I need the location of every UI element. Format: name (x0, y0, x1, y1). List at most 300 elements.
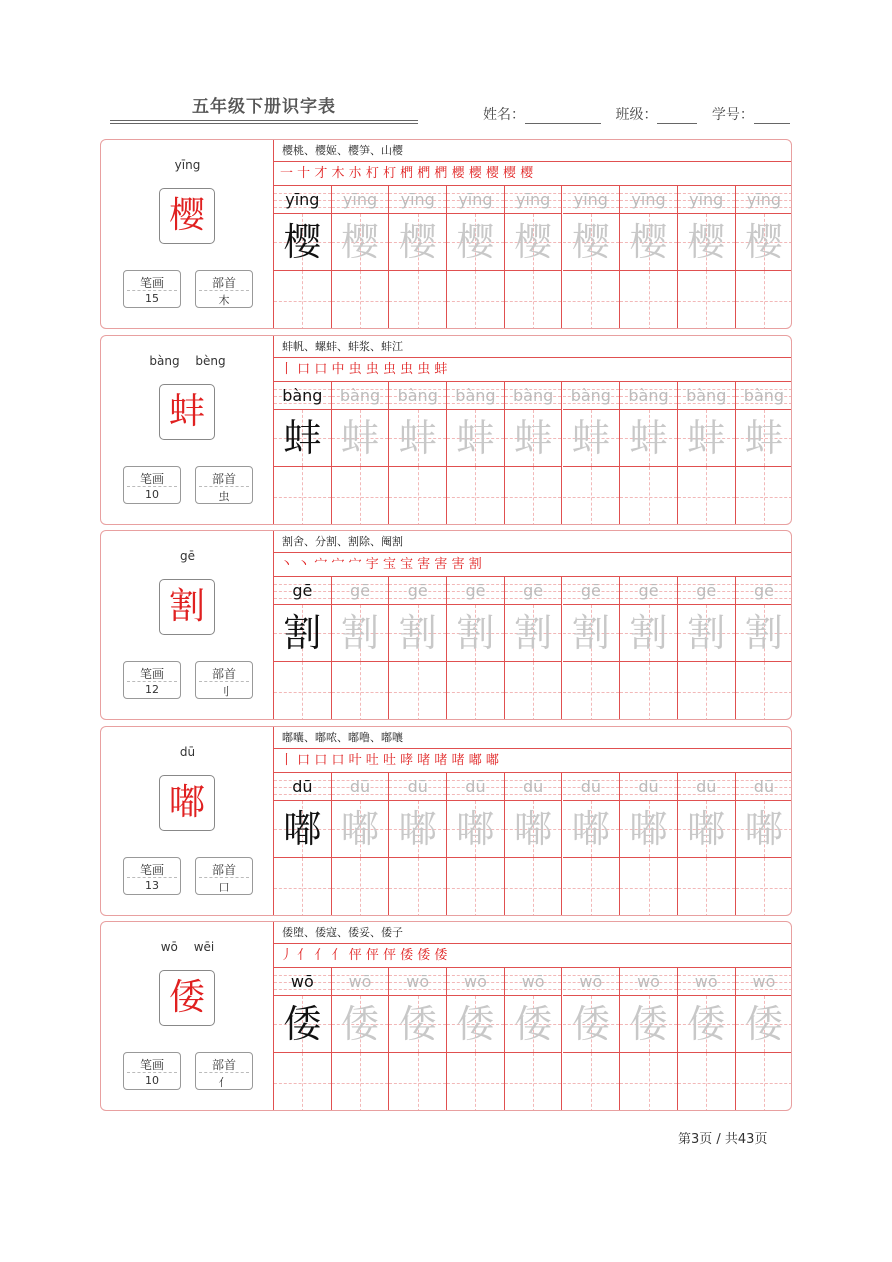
stroke-count-label: 笔画 (139, 276, 164, 290)
stroke-count-box (123, 857, 181, 895)
char-cell[interactable] (505, 996, 563, 1053)
practice-cell[interactable] (447, 662, 505, 720)
practice-cell[interactable] (447, 858, 505, 916)
practice-cell[interactable] (620, 858, 678, 916)
pinyin-trace: yīng (689, 190, 724, 209)
char-trace: 樱 (571, 220, 610, 264)
radical-box (195, 466, 253, 504)
pinyin-trace: gē (465, 581, 486, 600)
practice-cell[interactable] (563, 858, 621, 916)
example-words: 割舍、分割、割除、阉割 (274, 531, 792, 553)
char-cell[interactable] (620, 996, 678, 1053)
pinyin-cell (620, 577, 678, 605)
pinyin-cell (447, 577, 505, 605)
char-cell[interactable] (505, 605, 563, 662)
radical-value: 口 (218, 881, 230, 894)
stroke-step: 蚌 (434, 362, 448, 377)
practice-cell[interactable] (620, 1053, 678, 1111)
char-cell[interactable] (389, 214, 447, 271)
practice-cell[interactable] (736, 858, 792, 916)
char-cell[interactable] (389, 996, 447, 1053)
stroke-count-box (123, 466, 181, 504)
radical-box (195, 270, 253, 308)
pinyin-trace: yīng (746, 190, 782, 209)
practice-cell[interactable] (389, 1053, 447, 1111)
char-trace: 割 (687, 611, 726, 655)
char-trace: 割 (398, 611, 437, 655)
pinyin-trace: gē (523, 581, 544, 600)
pinyin-trace: yīng (458, 190, 493, 209)
char-trace: 倭 (514, 1002, 553, 1046)
stroke-step: 樱 (503, 166, 517, 181)
stroke-count-value: 13 (145, 879, 159, 892)
char-trace: 蚌 (341, 416, 380, 460)
student-fields (483, 104, 790, 124)
practice-cell[interactable] (332, 1053, 390, 1111)
stroke-step: 哮 (400, 753, 414, 768)
pinyin-trace: wō (406, 972, 430, 991)
pinyin-trace: yīng (342, 190, 378, 209)
radical-value: 虫 (218, 490, 230, 503)
char-cell[interactable] (620, 410, 678, 467)
stroke-step: 倭 (400, 948, 414, 963)
stroke-step: 虫 (417, 362, 431, 377)
pinyin-cell (736, 773, 792, 801)
pinyin-cell (389, 382, 447, 410)
practice-cell[interactable] (678, 467, 736, 525)
char-cell[interactable] (332, 214, 390, 271)
pinyin-trace: dū (407, 777, 428, 796)
id-blank[interactable] (754, 109, 790, 124)
example-words: 倭堕、倭寇、倭妥、倭子 (274, 922, 792, 944)
char-trace: 樱 (398, 220, 437, 264)
stroke-step: 口 (314, 753, 328, 768)
char-trace: 樱 (514, 220, 553, 264)
pinyin-cell (332, 773, 390, 801)
char-trace: 割 (514, 611, 553, 655)
practice-cell[interactable] (505, 271, 563, 329)
stroke-count-box (123, 661, 181, 699)
pinyin-trace: bàng (686, 386, 727, 405)
stroke-step: 啫 (417, 753, 431, 768)
stroke-step: 十 (297, 166, 311, 181)
pinyin-reading: gē (180, 549, 195, 563)
stroke-step: 伻 (382, 948, 396, 963)
stroke-step: 中 (331, 362, 345, 377)
radical-label: 部首 (211, 472, 236, 486)
practice-cell[interactable] (620, 271, 678, 329)
char-trace: 蚌 (398, 416, 437, 460)
practice-cell[interactable] (389, 858, 447, 916)
practice-cell[interactable] (678, 662, 736, 720)
char-trace: 樱 (629, 220, 668, 264)
char-cell[interactable] (274, 214, 332, 271)
pinyin-cell (736, 382, 792, 410)
stroke-count-box (123, 1052, 181, 1090)
char-cell[interactable] (678, 801, 736, 858)
class-label: 班级： (615, 107, 658, 123)
practice-cell[interactable] (332, 662, 390, 720)
char-cell[interactable] (563, 801, 621, 858)
stroke-step: 害 (417, 557, 431, 572)
stroke-step: 嘟 (468, 753, 482, 768)
practice-cell[interactable] (736, 662, 792, 720)
char-cell[interactable] (736, 214, 792, 271)
stroke-step: 虫 (382, 362, 396, 377)
pinyin-trace: dū (465, 777, 486, 796)
stroke-step: 朾 (382, 166, 396, 181)
stroke-step: 伻 (365, 948, 379, 963)
practice-cell[interactable] (505, 662, 563, 720)
stroke-step: 吐 (365, 753, 379, 768)
char-cell[interactable] (274, 801, 332, 858)
stroke-step: 口 (331, 753, 345, 768)
pinyin-cell (563, 968, 621, 996)
stroke-step: 割 (468, 557, 482, 572)
char-cell[interactable] (447, 605, 505, 662)
practice-cell[interactable] (736, 1053, 792, 1111)
pinyin-trace: dū (753, 777, 775, 796)
practice-cell[interactable] (332, 271, 390, 329)
stroke-step: 櫻 (451, 166, 465, 181)
char-cell[interactable] (447, 410, 505, 467)
example-words: 樱桃、樱姬、樱笋、山樱 (274, 140, 792, 162)
char-cell[interactable] (332, 801, 390, 858)
radical-value: 刂 (218, 685, 230, 698)
pinyin-trace: wō (290, 972, 314, 991)
pinyin-trace: bàng (397, 386, 438, 405)
name-blank[interactable] (525, 109, 601, 124)
target-character: 倭 (159, 970, 215, 1026)
char-cell[interactable] (447, 996, 505, 1053)
char-cell[interactable] (563, 605, 621, 662)
pinyin-cell (274, 577, 332, 605)
char-trace: 蚌 (514, 416, 553, 460)
stroke-step: 口 (314, 362, 328, 377)
stroke-step: 虫 (365, 362, 379, 377)
practice-cell[interactable] (678, 1053, 736, 1111)
target-character: 割 (159, 579, 215, 635)
char-trace: 嘟 (398, 807, 437, 851)
pinyin-reading: yīng (174, 158, 201, 172)
stroke-step: 亻 (314, 948, 328, 963)
pinyin-trace: wō (694, 972, 718, 991)
stroke-count-value: 10 (145, 488, 159, 501)
char-cell[interactable] (736, 410, 792, 467)
stroke-step: 啫 (451, 753, 465, 768)
pinyin-reading: wō wēi (160, 940, 215, 954)
practice-cell[interactable] (274, 662, 332, 720)
pinyin-trace: gē (407, 581, 428, 600)
char-trace: 嘟 (571, 807, 610, 851)
char-trace: 樱 (341, 220, 380, 264)
class-blank[interactable] (657, 109, 697, 124)
stroke-step: 丶 (297, 557, 311, 572)
pinyin-trace: dū (638, 777, 659, 796)
char-cell[interactable] (563, 410, 621, 467)
radical-value: 木 (218, 294, 230, 307)
practice-cell[interactable] (274, 467, 332, 525)
char-trace: 倭 (398, 1002, 437, 1046)
char-trace: 蚌 (283, 416, 322, 460)
char-trace: 嘟 (341, 807, 380, 851)
stroke-step: 宝 (400, 557, 414, 572)
practice-cell[interactable] (505, 467, 563, 525)
pinyin-trace: wō (752, 972, 776, 991)
pinyin-trace: gē (696, 581, 717, 600)
char-cell[interactable] (447, 801, 505, 858)
char-cell[interactable] (274, 996, 332, 1053)
pinyin-trace: bàng (570, 386, 611, 405)
char-trace: 蚌 (744, 416, 783, 460)
char-trace: 蚌 (629, 416, 668, 460)
char-cell[interactable] (678, 996, 736, 1053)
pinyin-trace: bàng (743, 386, 785, 405)
stroke-step: 丨 (280, 753, 294, 768)
practice-cell[interactable] (736, 467, 792, 525)
practice-cell[interactable] (505, 1053, 563, 1111)
practice-cell[interactable] (389, 467, 447, 525)
char-trace: 蚌 (687, 416, 726, 460)
stroke-count-value: 12 (145, 683, 159, 696)
pinyin-cell (332, 382, 390, 410)
stroke-step: 椚 (400, 166, 414, 181)
pinyin-cell (332, 186, 390, 214)
pinyin-reading: dū (179, 745, 196, 759)
char-trace: 倭 (283, 1002, 322, 1046)
char-trace: 倭 (629, 1002, 668, 1046)
target-character: 嘟 (159, 775, 215, 831)
stroke-step: 丨 (280, 362, 294, 377)
practice-cell[interactable] (274, 271, 332, 329)
char-trace: 嘟 (744, 807, 783, 851)
character-info (101, 531, 274, 720)
char-cell[interactable] (736, 801, 792, 858)
stroke-step: 虫 (400, 362, 414, 377)
character-info (101, 336, 274, 525)
char-cell[interactable] (505, 214, 563, 271)
pinyin-trace: dū (580, 777, 601, 796)
practice-cell[interactable] (274, 1053, 332, 1111)
pinyin-cell (678, 577, 736, 605)
practice-cell[interactable] (620, 467, 678, 525)
practice-cell[interactable] (563, 1053, 621, 1111)
practice-cell[interactable] (447, 1053, 505, 1111)
pinyin-cell (447, 382, 505, 410)
stroke-order (274, 944, 792, 968)
id-label: 学号： (711, 107, 754, 123)
pinyin-trace: bàng (282, 386, 323, 405)
pinyin-trace: bàng (513, 386, 554, 405)
stroke-step: 口 (297, 753, 311, 768)
char-cell[interactable] (274, 605, 332, 662)
char-cell[interactable] (332, 410, 390, 467)
practice-cell[interactable] (620, 662, 678, 720)
practice-cell[interactable] (447, 467, 505, 525)
page-footer: 第3页 / 共43页 (678, 1132, 768, 1147)
pinyin-cell (505, 968, 563, 996)
radical-label: 部首 (211, 276, 236, 290)
stroke-step: 宇 (365, 557, 379, 572)
pinyin-cell (332, 577, 390, 605)
pinyin-cell (620, 968, 678, 996)
stroke-step: 朾 (365, 166, 379, 181)
pinyin-cell (736, 186, 792, 214)
char-cell[interactable] (274, 410, 332, 467)
char-trace: 割 (283, 611, 322, 655)
stroke-count-value: 15 (145, 292, 159, 305)
stroke-step: 一 (280, 166, 294, 181)
pinyin-cell (389, 968, 447, 996)
practice-cell[interactable] (678, 858, 736, 916)
stroke-step: 口 (297, 362, 311, 377)
char-trace: 倭 (687, 1002, 726, 1046)
char-trace: 嘟 (283, 807, 322, 851)
pinyin-cell (505, 382, 563, 410)
char-trace: 嘟 (514, 807, 553, 851)
stroke-step: 宀 (331, 557, 345, 572)
stroke-step: 丿 (280, 948, 294, 963)
pinyin-trace: yīng (516, 190, 551, 209)
stroke-step: 啫 (434, 753, 448, 768)
stroke-step: 倭 (417, 948, 431, 963)
name-label: 姓名： (483, 107, 525, 123)
pinyin-trace: yīng (631, 190, 666, 209)
char-cell[interactable] (678, 214, 736, 271)
char-cell[interactable] (505, 410, 563, 467)
practice-cell[interactable] (389, 271, 447, 329)
stroke-step: 害 (434, 557, 448, 572)
pinyin-cell (274, 382, 332, 410)
char-trace: 樱 (744, 220, 783, 264)
character-info (101, 727, 274, 916)
pinyin-cell (274, 186, 332, 214)
radical-label: 部首 (211, 1058, 236, 1072)
radical-box (195, 1052, 253, 1090)
stroke-order (274, 553, 792, 577)
char-cell[interactable] (447, 214, 505, 271)
stroke-step: 虫 (348, 362, 362, 377)
pinyin-cell (620, 382, 678, 410)
pinyin-cell (678, 968, 736, 996)
char-cell[interactable] (332, 996, 390, 1053)
char-cell[interactable] (678, 605, 736, 662)
stroke-step: 樱 (485, 166, 499, 181)
stroke-step: 朩 (348, 166, 362, 181)
pinyin-cell (505, 773, 563, 801)
char-trace: 倭 (744, 1002, 783, 1046)
pinyin-trace: bàng (628, 386, 669, 405)
char-cell[interactable] (389, 605, 447, 662)
target-character: 蚌 (159, 384, 215, 440)
stroke-count-label: 笔画 (139, 863, 164, 877)
char-trace: 割 (341, 611, 380, 655)
char-trace: 嘟 (687, 807, 726, 851)
pinyin-cell (447, 186, 505, 214)
pinyin-trace: gē (753, 581, 774, 600)
char-cell[interactable] (563, 996, 621, 1053)
char-cell[interactable] (678, 410, 736, 467)
stroke-step: 椚 (434, 166, 448, 181)
char-trace: 樱 (456, 220, 495, 264)
character-card (100, 921, 792, 1111)
pinyin-cell (505, 577, 563, 605)
char-cell[interactable] (332, 605, 390, 662)
char-cell[interactable] (389, 410, 447, 467)
pinyin-cell (332, 968, 390, 996)
char-cell[interactable] (736, 605, 792, 662)
stroke-step: 椚 (417, 166, 431, 181)
char-cell[interactable] (389, 801, 447, 858)
pinyin-cell (563, 382, 621, 410)
stroke-step: 宀 (314, 557, 328, 572)
radical-value: 亻 (218, 1076, 230, 1089)
pinyin-cell (389, 773, 447, 801)
char-trace: 嘟 (629, 807, 668, 851)
target-character: 樱 (159, 188, 215, 244)
stroke-step: 才 (314, 166, 328, 181)
practice-cell[interactable] (332, 858, 390, 916)
char-cell[interactable] (505, 801, 563, 858)
radical-box (195, 857, 253, 895)
char-cell[interactable] (563, 214, 621, 271)
stroke-step: 叶 (348, 753, 362, 768)
pinyin-trace: dū (696, 777, 717, 796)
char-trace: 倭 (341, 1002, 380, 1046)
pinyin-trace: wō (579, 972, 603, 991)
example-words: 嘟囔、嘟哝、嘟噜、嘟嚷 (274, 727, 792, 749)
pinyin-cell (389, 186, 447, 214)
practice-cell[interactable] (505, 858, 563, 916)
pinyin-trace: bàng (455, 386, 496, 405)
stroke-step: 吐 (382, 753, 396, 768)
pinyin-trace: gē (292, 581, 313, 600)
practice-cell[interactable] (332, 467, 390, 525)
stroke-count-box (123, 270, 181, 308)
pinyin-trace: wō (464, 972, 487, 991)
char-cell[interactable] (620, 214, 678, 271)
practice-cell[interactable] (678, 271, 736, 329)
pinyin-cell (274, 968, 332, 996)
practice-cell[interactable] (563, 271, 621, 329)
stroke-step: 亻 (297, 948, 311, 963)
character-card (100, 726, 792, 916)
practice-cell[interactable] (563, 467, 621, 525)
pinyin-trace: yīng (400, 190, 435, 209)
practice-cell[interactable] (274, 858, 332, 916)
pinyin-reading: bàng bèng (149, 354, 226, 368)
pinyin-trace: wō (348, 972, 372, 991)
char-cell[interactable] (620, 801, 678, 858)
stroke-step: 害 (451, 557, 465, 572)
pinyin-cell (678, 186, 736, 214)
practice-cell[interactable] (736, 271, 792, 329)
stroke-step: 宝 (382, 557, 396, 572)
pinyin-cell (678, 382, 736, 410)
pinyin-trace: gē (350, 581, 371, 600)
practice-cell[interactable] (563, 662, 621, 720)
pinyin-trace: bàng (339, 386, 381, 405)
char-trace: 樱 (283, 220, 322, 264)
char-cell[interactable] (736, 996, 792, 1053)
practice-cell[interactable] (389, 662, 447, 720)
character-info (101, 922, 274, 1111)
stroke-step: 倭 (434, 948, 448, 963)
pinyin-trace: dū (349, 777, 371, 796)
practice-cell[interactable] (447, 271, 505, 329)
char-cell[interactable] (620, 605, 678, 662)
pinyin-cell (563, 773, 621, 801)
